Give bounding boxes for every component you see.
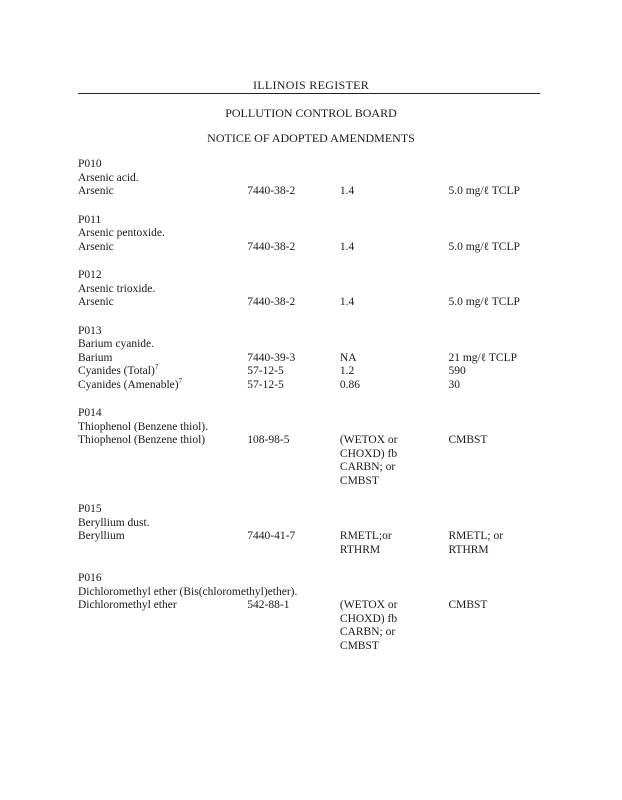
waste-description: Beryllium dust. (78, 516, 150, 529)
cas-number: 542-88-1 (247, 599, 290, 611)
wastewater-standard (340, 352, 449, 366)
waste-group (78, 503, 558, 557)
constituent-name-cell (78, 530, 247, 557)
constituent-row (78, 296, 558, 310)
constituent-name-cell (78, 241, 247, 255)
waste-description: Thiophenol (Benzene thiol). (78, 420, 208, 433)
constituent-name-cell (78, 352, 247, 366)
nonwastewater-standard (448, 352, 558, 366)
notice-title: NOTICE OF ADOPTED AMENDMENTS (207, 131, 415, 145)
waste-code: P011 (78, 213, 102, 226)
constituent-name: Dichloromethyl ether (78, 599, 177, 611)
waste-group (78, 269, 558, 310)
standard-line: 30 (448, 378, 460, 391)
nonwastewater-standard (448, 599, 558, 653)
waste-group (78, 214, 558, 255)
standard-line: 21 mg/ℓ TCLP (448, 351, 518, 364)
standard-line: (WETOX or (339, 434, 398, 446)
wastewater-standard (340, 241, 449, 255)
constituent-name: Arsenic (78, 296, 114, 308)
waste-group (78, 407, 558, 488)
standard-line: 0.86 (339, 378, 361, 391)
standard-line: 1.4 (339, 296, 355, 308)
constituent-row (78, 241, 558, 255)
constituent-name-cell (78, 365, 247, 379)
constituent-row (78, 185, 558, 199)
standard-line: CARBN; or (339, 461, 396, 473)
constituent-name: Cyanides (Total) (78, 365, 155, 377)
waste-group (78, 572, 558, 653)
nonwastewater-standard (448, 365, 558, 379)
wastewater-standard (340, 365, 449, 379)
waste-code: P016 (78, 572, 102, 584)
board-title: POLLUTION CONTROL BOARD (225, 106, 397, 120)
standard-line: CMBST (448, 599, 488, 611)
constituent-name: Beryllium (78, 530, 125, 542)
constituent-name-cell (78, 376, 247, 393)
waste-code: P015 (78, 503, 102, 515)
cas-number: 7440-38-2 (247, 185, 296, 197)
standard-line: CMBST (448, 434, 488, 446)
cas-number: 7440-38-2 (247, 240, 296, 253)
footnote-marker: 7 (154, 363, 159, 372)
constituent-name: Cyanides (Amenable) (78, 378, 179, 391)
standard-line: RMETL; or (448, 530, 504, 542)
waste-description: Arsenic acid. (78, 171, 139, 184)
nonwastewater-standard (448, 434, 558, 488)
constituent-row (78, 376, 558, 393)
constituent-row (78, 599, 558, 653)
waste-code: P012 (78, 269, 102, 281)
waste-code: P014 (78, 407, 102, 419)
nonwastewater-standard (448, 296, 558, 310)
nonwastewater-standard (448, 185, 558, 199)
standard-line: 1.2 (339, 365, 355, 377)
standard-line: 1.4 (339, 185, 355, 197)
cas-number: 57-12-5 (247, 378, 284, 391)
waste-code: P010 (78, 158, 102, 170)
standard-line: 5.0 mg/ℓ TCLP (448, 185, 520, 197)
constituent-name-cell (78, 599, 247, 653)
waste-group (78, 325, 558, 393)
constituent-name: Barium (78, 351, 113, 364)
waste-description: Dichloromethyl ether (Bis(chloromethyl)ether). (78, 585, 298, 598)
standard-line: CMBST (339, 639, 379, 652)
wastewater-standard (340, 296, 449, 310)
wastewater-standard (340, 599, 449, 653)
constituent-row (78, 352, 558, 366)
waste-list (78, 158, 558, 668)
register-title: ILLINOIS REGISTER (252, 78, 370, 92)
wastewater-standard (340, 434, 449, 488)
standard-line: (WETOX or (339, 599, 398, 611)
standard-line: RTHRM (339, 543, 381, 556)
waste-description: Arsenic trioxide. (78, 282, 156, 295)
wastewater-standard (340, 185, 449, 199)
waste-group (78, 158, 558, 199)
footnote-marker: 7 (178, 376, 183, 385)
constituent-name: Thiophenol (Benzene thiol) (78, 434, 206, 446)
constituent-name-cell (78, 434, 247, 488)
wastewater-standard (340, 379, 449, 393)
standard-line: CHOXD) fb (339, 447, 398, 460)
waste-description: Barium cyanide. (78, 338, 155, 350)
cas-number: 108-98-5 (247, 434, 290, 446)
constituent-name-cell (78, 296, 247, 310)
standard-line: RTHRM (448, 543, 489, 556)
standard-line: NA (339, 351, 357, 364)
standard-line: CARBN; or (339, 626, 396, 638)
standard-line: CHOXD) fb (339, 612, 398, 625)
cas-number: 57-12-5 (247, 365, 284, 377)
constituent-name: Arsenic (78, 240, 114, 253)
cas-number: 7440-39-3 (247, 351, 296, 364)
constituent-name-cell (78, 185, 247, 199)
standard-line: 590 (448, 365, 466, 377)
standard-line: RMETL;or (339, 530, 392, 542)
cas-number: 7440-41-7 (247, 530, 296, 542)
waste-description: Arsenic pentoxide. (78, 227, 165, 239)
wastewater-standard (340, 530, 449, 557)
nonwastewater-standard (448, 530, 558, 557)
header-rule (78, 93, 540, 94)
standard-line: 5.0 mg/ℓ TCLP (448, 240, 520, 253)
constituent-name: Arsenic (78, 185, 114, 197)
waste-code: P013 (78, 324, 102, 337)
standard-line: 1.4 (339, 240, 355, 253)
constituent-row (78, 434, 558, 488)
cas-number: 7440-38-2 (247, 296, 296, 308)
nonwastewater-standard (448, 379, 558, 393)
standard-line: CMBST (339, 474, 379, 487)
constituent-row (78, 530, 558, 557)
nonwastewater-standard (448, 241, 558, 255)
constituent-row (78, 365, 558, 379)
standard-line: 5.0 mg/ℓ TCLP (448, 296, 520, 308)
